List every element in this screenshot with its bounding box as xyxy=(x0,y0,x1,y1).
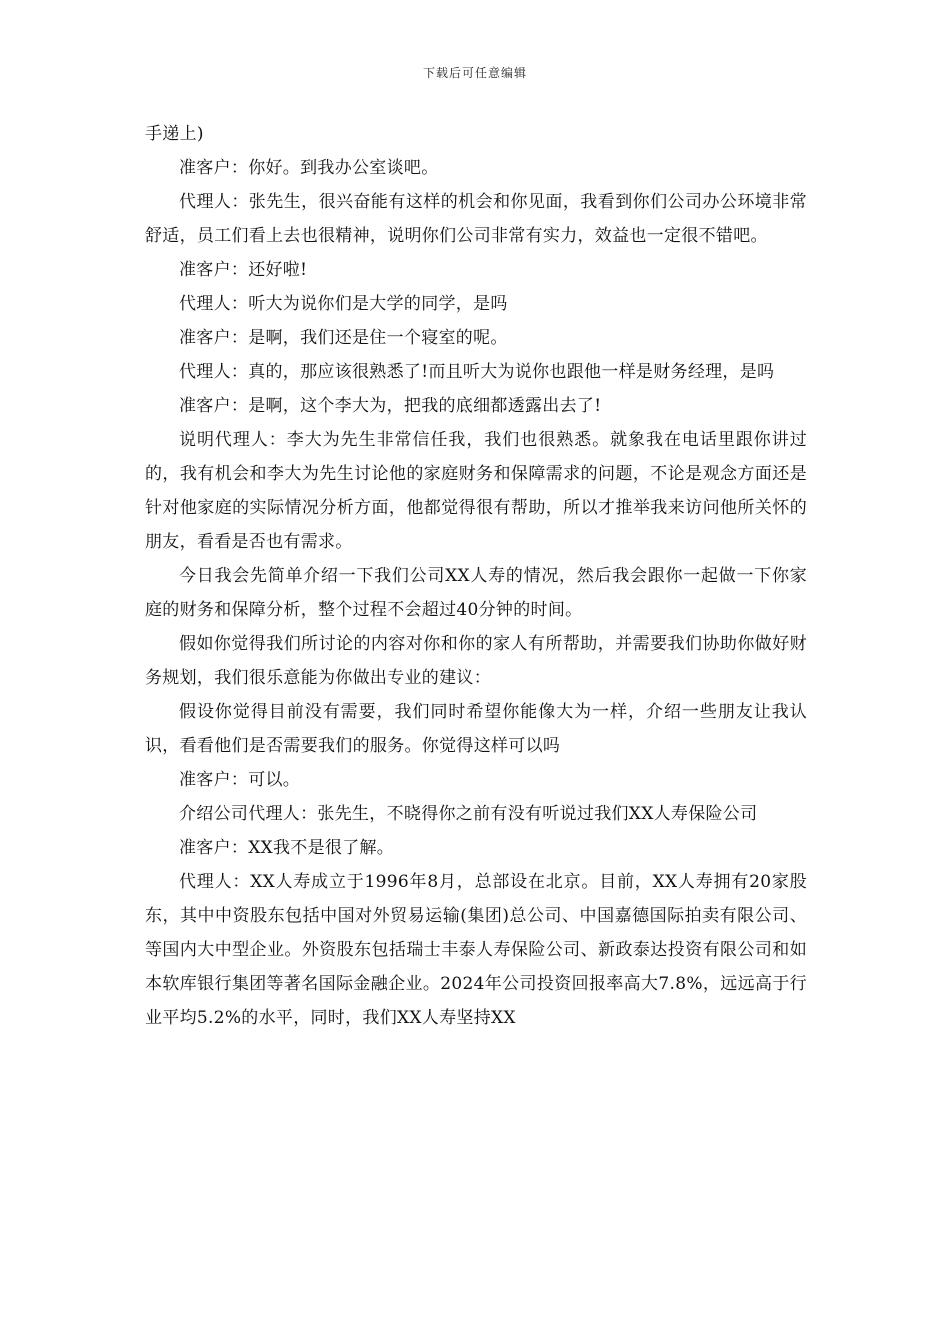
paragraph: 准客户：是啊，这个李大为，把我的底细都透露出去了! xyxy=(179,396,602,416)
page-header: 下载后可任意编辑 xyxy=(422,66,527,80)
paragraph: 准客户：可以。 xyxy=(179,770,301,790)
paragraph: 准客户：你好。到我办公室谈吧。 xyxy=(179,158,439,178)
paragraph: 代理人：真的，那应该很熟悉了!而且听大为说你也跟他一样是财务经理，是吗 xyxy=(179,362,775,382)
paragraph: 说明代理人：李大为先生非常信任我，我们也很熟悉。就象我在电话里跟你讲过的，我有机会和李大为先生讨论他的家庭财务和保障需求的问题，不论是观念方面还是针对他家庭的实际情况分析方面，他都觉得很有帮助，所以才推举我来访问他所关怀的朋友，看看是否也有需求。 xyxy=(145,430,807,552)
paragraph: 今日我会先简单介绍一下我们公司XX人寿的情况，然后我会跟你一起做一下你家庭的财务和保障分析，整个过程不会超过40分钟的时间。 xyxy=(145,566,807,620)
paragraph: 假设你觉得目前没有需要，我们同时希望你能像大为一样，介绍一些朋友让我认识，看看他们是否需要我们的服务。你觉得这样可以吗 xyxy=(145,702,807,756)
paragraph: 代理人：听大为说你们是大学的同学，是吗 xyxy=(179,294,508,314)
paragraph: 准客户：还好啦! xyxy=(179,260,308,280)
paragraph: 准客户：是啊，我们还是住一个寝室的呢。 xyxy=(179,328,508,348)
paragraph: 介绍公司代理人：张先生，不晓得你之前有没有听说过我们XX人寿保险公司 xyxy=(179,804,758,824)
document-body xyxy=(145,117,807,1035)
paragraph: 准客户：XX我不是很了解。 xyxy=(179,838,395,858)
paragraph: 代理人：XX人寿成立于1996年8月，总部设在北京。目前，XX人寿拥有20家股东，其中中资股东包括中国对外贸易运输(集团)总公司、中国嘉德国际拍卖有限公司、等国内大中型企业。外资股东包括瑞士丰泰人寿保险公司、新政泰达投资有限公司和如本软库银行集团等著名国际金融企业。2024年公司投资回报率高大7.8%，远远高于行业平均5.2%的水平，同时，我们XX人寿坚持XX xyxy=(145,872,807,1028)
paragraph-continuation: 手递上) xyxy=(145,124,204,144)
paragraph: 假如你觉得我们所讨论的内容对你和你的家人有所帮助，并需要我们协助你做好财务规划，我们很乐意能为你做出专业的建议： xyxy=(145,634,807,688)
paragraph: 代理人：张先生，很兴奋能有这样的机会和你见面，我看到你们公司办公环境非常舒适，员工们看上去也很精神，说明你们公司非常有实力，效益也一定很不错吧。 xyxy=(145,192,807,246)
